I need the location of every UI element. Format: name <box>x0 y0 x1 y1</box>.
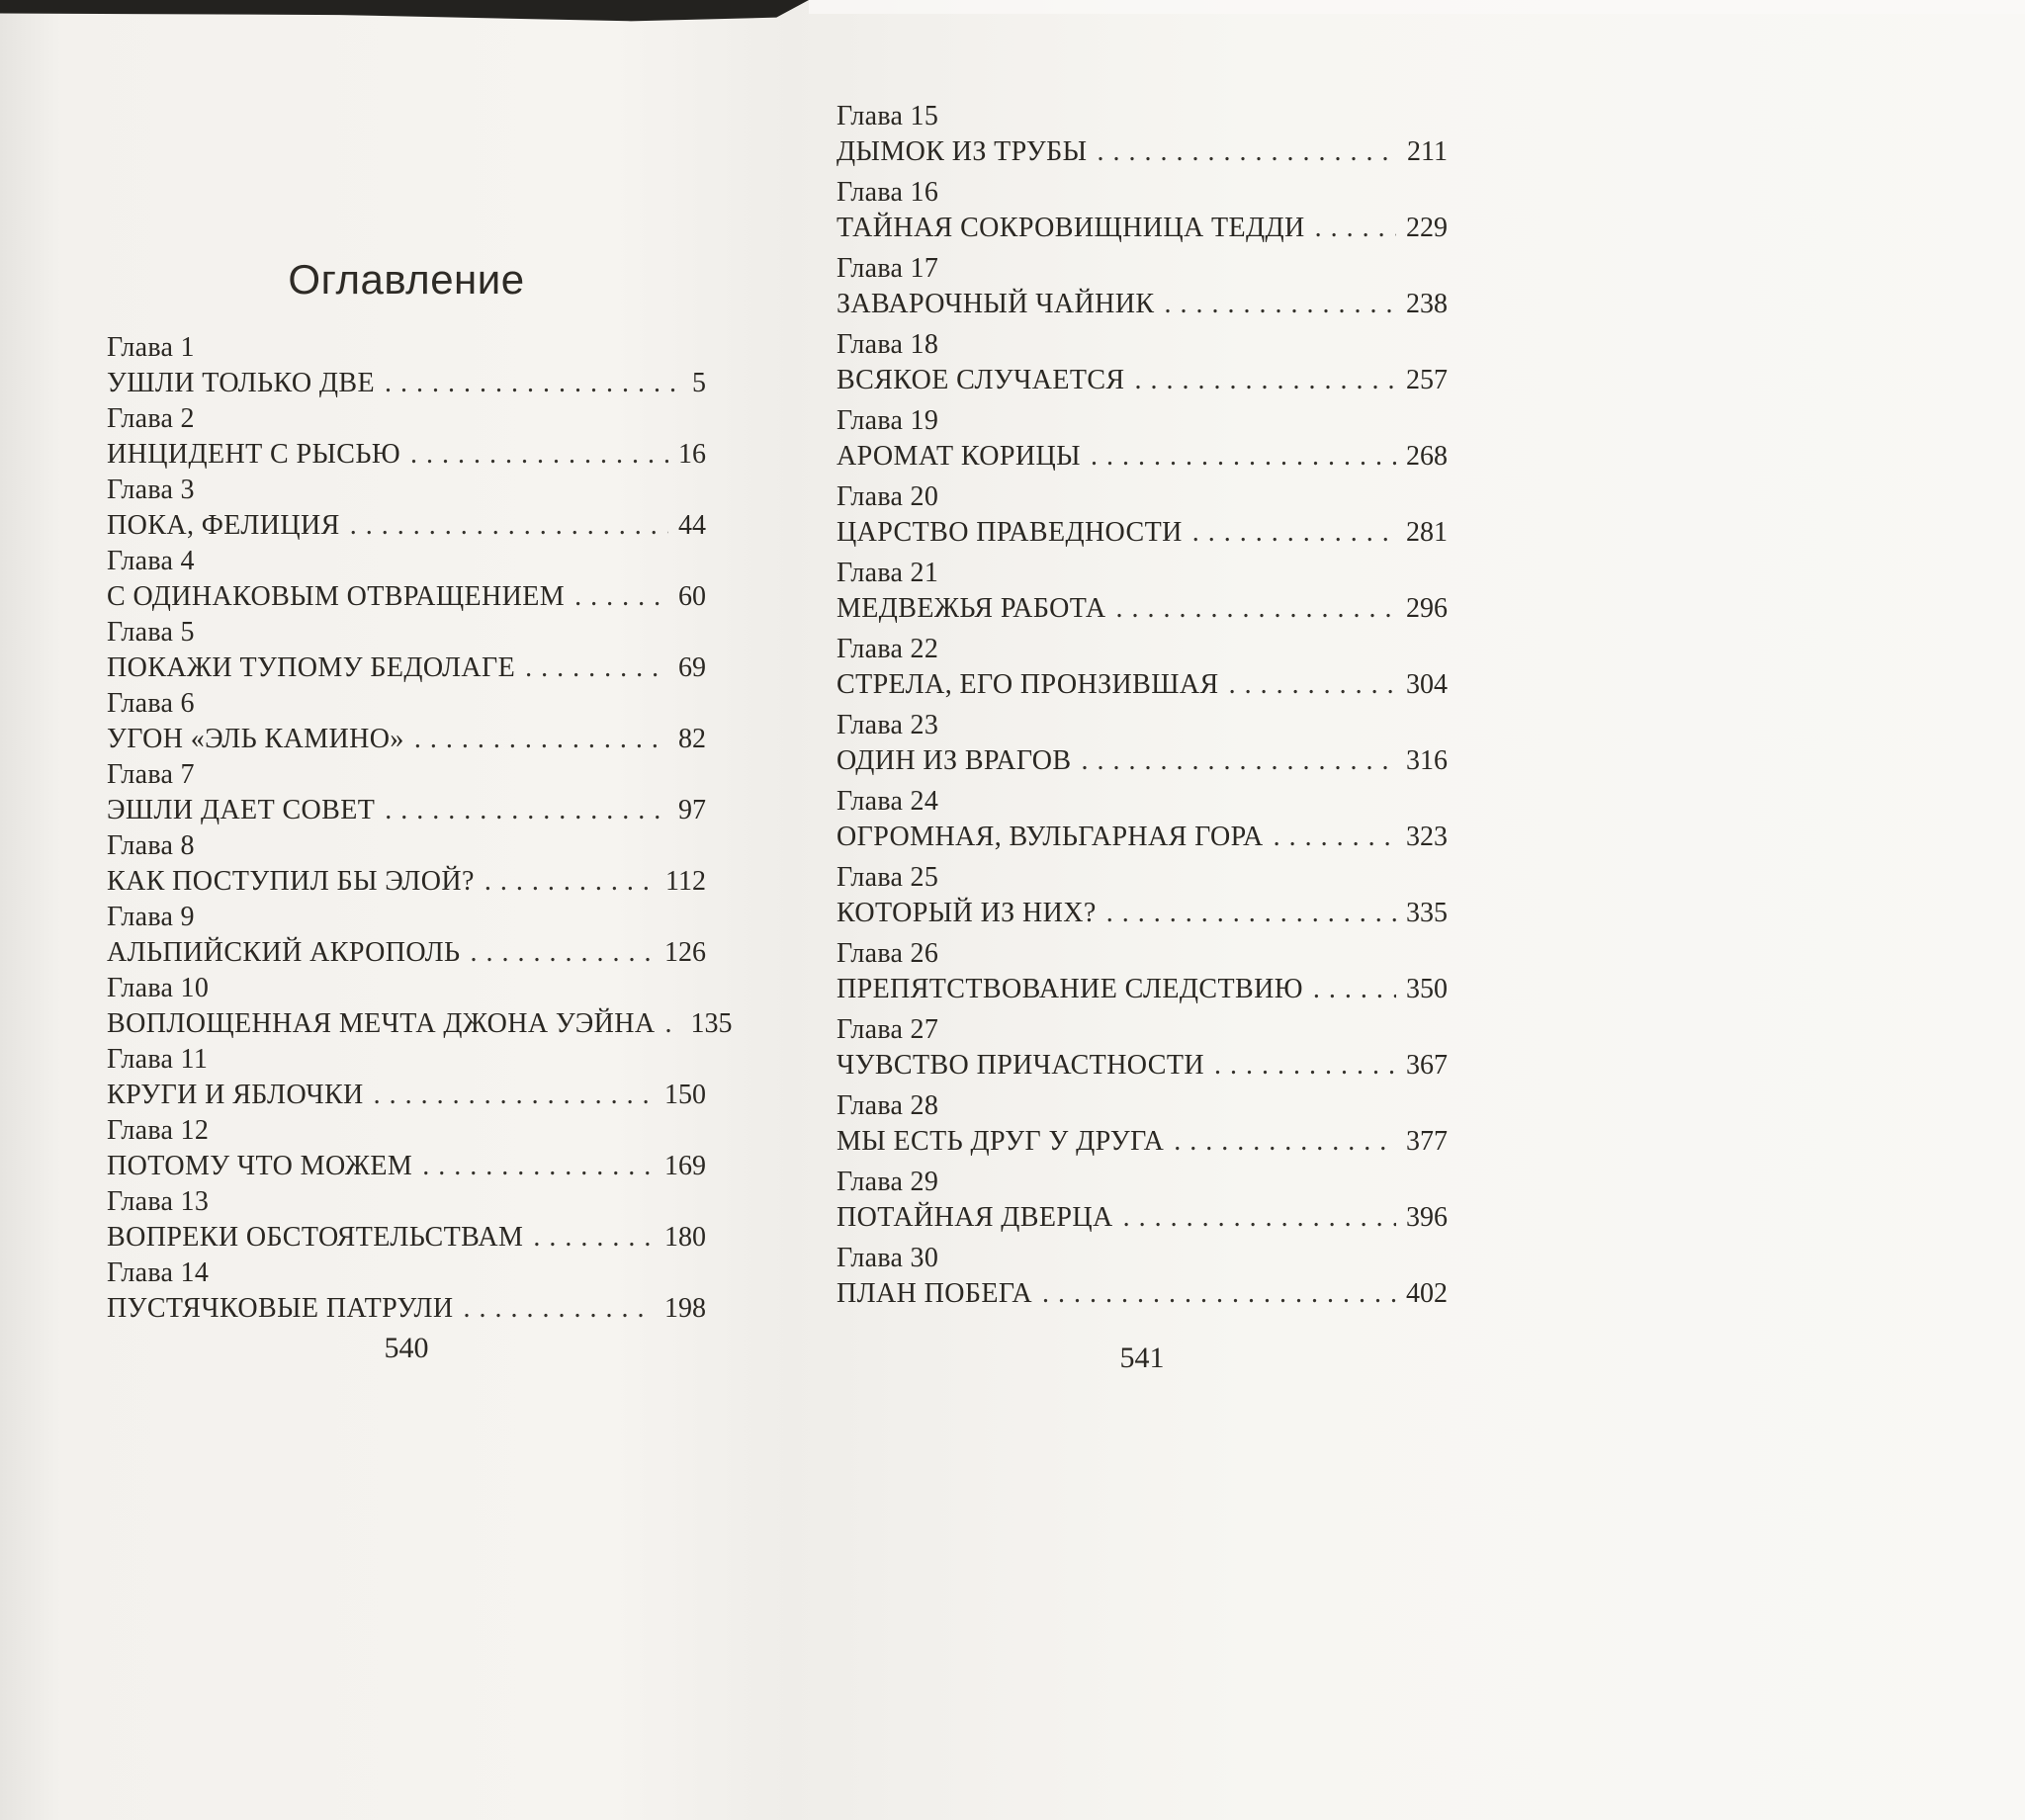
dot-leader <box>1123 1200 1396 1236</box>
chapter-title-line <box>107 437 706 473</box>
chapter-title-line <box>836 591 1448 627</box>
toc-entry <box>107 1042 706 1113</box>
toc-entries-left <box>107 330 733 1327</box>
dot-leader <box>1174 1124 1396 1160</box>
chapter-label: Глава 29 <box>836 1167 939 1197</box>
scan-edge-light-strip <box>809 0 2025 14</box>
chapter-page: 323 <box>1406 822 1448 852</box>
dot-leader <box>525 650 668 686</box>
toc-entry <box>107 330 706 401</box>
right-page-number: 541 <box>1119 1342 1165 1374</box>
dot-leader <box>1082 743 1397 779</box>
chapter-title-line <box>836 515 1448 551</box>
dot-leader <box>533 1220 655 1256</box>
chapter-title-line <box>836 1048 1448 1083</box>
dot-leader <box>385 366 682 401</box>
dot-leader <box>410 437 668 473</box>
toc-entry <box>107 900 706 971</box>
toc-entry <box>107 473 706 544</box>
dot-leader <box>422 1149 655 1184</box>
chapter-label: Глава 16 <box>836 177 939 208</box>
chapter-title-line <box>107 1006 733 1042</box>
chapter-label: Глава 22 <box>836 634 939 664</box>
dot-leader <box>1214 1048 1396 1083</box>
chapter-title-line <box>836 287 1448 322</box>
dot-leader <box>484 864 656 900</box>
chapter-title: КРУГИ И ЯБЛОЧКИ <box>107 1080 364 1110</box>
dot-leader <box>574 579 668 615</box>
chapter-title: ОГРОМНАЯ, ВУЛЬГАРНАЯ ГОРА <box>836 822 1264 852</box>
chapter-title: ВСЯКОЕ СЛУЧАЕТСЯ <box>836 365 1125 395</box>
chapter-page: 377 <box>1406 1126 1448 1157</box>
toc-entry <box>107 615 706 686</box>
chapter-page: 350 <box>1406 974 1448 1004</box>
chapter-title-line <box>836 439 1448 475</box>
toc-entry <box>836 99 1448 170</box>
chapter-title-line <box>836 134 1448 170</box>
chapter-page: 304 <box>1406 669 1448 700</box>
chapter-label: Глава 25 <box>836 862 939 893</box>
toc-entry <box>836 632 1448 703</box>
chapter-title-line <box>107 1220 706 1256</box>
chapter-label: Глава 14 <box>107 1257 210 1288</box>
chapter-label: Глава 13 <box>107 1186 210 1217</box>
dot-leader <box>350 508 668 544</box>
chapter-label: Глава 5 <box>107 617 195 648</box>
chapter-title: КОТОРЫЙ ИЗ НИХ? <box>836 898 1097 928</box>
toc-entry <box>836 1088 1448 1160</box>
dot-leader <box>1192 515 1396 551</box>
chapter-title-line <box>107 1078 706 1113</box>
dot-leader <box>414 722 668 757</box>
chapter-page: 180 <box>664 1222 706 1253</box>
toc-entry <box>836 251 1448 322</box>
chapter-title-line <box>836 896 1448 931</box>
chapter-page: 82 <box>678 724 706 754</box>
toc-entries-right <box>836 99 1448 1312</box>
chapter-title: СТРЕЛА, ЕГО ПРОНЗИВШАЯ <box>836 669 1219 700</box>
chapter-page: 238 <box>1406 289 1448 319</box>
right-page-column <box>836 99 1448 1317</box>
toc-entry <box>836 936 1448 1007</box>
chapter-label: Глава 21 <box>836 558 939 588</box>
chapter-title-line <box>107 722 706 757</box>
chapter-page: 335 <box>1406 898 1448 928</box>
chapter-page: 135 <box>690 1008 733 1039</box>
chapter-page: 396 <box>1406 1202 1448 1233</box>
chapter-title: МЕДВЕЖЬЯ РАБОТА <box>836 593 1106 624</box>
dot-leader <box>1274 820 1396 855</box>
toc-entry <box>107 401 706 473</box>
toc-entry <box>836 860 1448 931</box>
chapter-page: 16 <box>678 439 706 470</box>
chapter-label: Глава 10 <box>107 973 210 1003</box>
chapter-label: Глава 17 <box>836 253 939 284</box>
chapter-label: Глава 3 <box>107 475 195 505</box>
toc-entry <box>107 1256 706 1327</box>
chapter-title-line <box>836 1124 1448 1160</box>
chapter-title: АРОМАТ КОРИЦЫ <box>836 441 1081 472</box>
chapter-page: 316 <box>1406 745 1448 776</box>
chapter-label: Глава 18 <box>836 329 939 360</box>
chapter-title: УГОН «ЭЛЬ КАМИНО» <box>107 724 404 754</box>
chapter-label: Глава 7 <box>107 759 195 790</box>
chapter-page: 169 <box>664 1151 706 1181</box>
chapter-label: Глава 11 <box>107 1044 209 1075</box>
chapter-title-line <box>107 508 706 544</box>
dot-leader <box>374 1078 655 1113</box>
chapter-title: ЭШЛИ ДАЕТ СОВЕТ <box>107 795 376 825</box>
dot-leader <box>1097 134 1397 170</box>
chapter-label: Глава 30 <box>836 1243 939 1273</box>
toc-entry <box>836 175 1448 246</box>
chapter-page: 5 <box>692 368 706 398</box>
dot-leader <box>1135 363 1397 398</box>
chapter-page: 97 <box>678 795 706 825</box>
chapter-label: Глава 6 <box>107 688 195 719</box>
toc-entry <box>107 1113 706 1184</box>
chapter-label: Глава 15 <box>836 101 939 131</box>
toc-entry <box>107 828 706 900</box>
chapter-title: ОДИН ИЗ ВРАГОВ <box>836 745 1072 776</box>
toc-entry <box>107 971 733 1042</box>
toc-entry <box>107 1184 706 1256</box>
left-page-column <box>107 255 733 1327</box>
toc-entry <box>836 708 1448 779</box>
chapter-title-line <box>107 650 706 686</box>
chapter-title: ПРЕПЯТСТВОВАНИЕ СЛЕДСТВИЮ <box>836 974 1303 1004</box>
chapter-title-line <box>107 1291 706 1327</box>
dot-leader <box>1229 667 1396 703</box>
chapter-page: 112 <box>665 866 706 897</box>
toc-entry <box>836 784 1448 855</box>
toc-entry <box>836 403 1448 475</box>
chapter-title-line <box>107 579 706 615</box>
dot-leader <box>471 935 656 971</box>
chapter-page: 367 <box>1406 1050 1448 1081</box>
chapter-page: 257 <box>1406 365 1448 395</box>
toc-entry <box>107 544 706 615</box>
dot-leader <box>1115 591 1396 627</box>
chapter-page: 296 <box>1406 593 1448 624</box>
chapter-label: Глава 19 <box>836 405 939 436</box>
chapter-title-line <box>107 793 706 828</box>
chapter-title-line <box>836 972 1448 1007</box>
chapter-title-line <box>836 1200 1448 1236</box>
toc-entry <box>836 1165 1448 1236</box>
chapter-title-line <box>836 363 1448 398</box>
chapter-title: ВОПРЕКИ ОБСТОЯТЕЛЬСТВАМ <box>107 1222 524 1253</box>
chapter-label: Глава 4 <box>107 546 195 576</box>
chapter-title: ТАЙНАЯ СОКРОВИЩНИЦА ТЕДДИ <box>836 213 1305 243</box>
chapter-title: С ОДИНАКОВЫМ ОТВРАЩЕНИЕМ <box>107 581 566 612</box>
chapter-page: 281 <box>1406 517 1448 548</box>
chapter-page: 69 <box>678 652 706 683</box>
chapter-label: Глава 23 <box>836 710 939 740</box>
chapter-label: Глава 24 <box>836 786 939 817</box>
chapter-page: 211 <box>1407 136 1448 167</box>
chapter-title-line <box>107 864 706 900</box>
chapter-page: 402 <box>1406 1278 1448 1309</box>
chapter-title-line <box>836 211 1448 246</box>
chapter-label: Глава 26 <box>836 938 939 969</box>
chapter-label: Глава 1 <box>107 332 195 363</box>
dot-leader <box>665 1006 681 1042</box>
toc-entry <box>107 686 706 757</box>
toc-entry <box>836 556 1448 627</box>
chapter-title-line <box>836 1276 1448 1312</box>
chapter-label: Глава 8 <box>107 830 195 861</box>
chapter-label: Глава 20 <box>836 481 939 512</box>
chapter-page: 60 <box>678 581 706 612</box>
chapter-title: КАК ПОСТУПИЛ БЫ ЭЛОЙ? <box>107 866 475 897</box>
chapter-page: 198 <box>664 1293 706 1324</box>
dot-leader <box>1106 896 1396 931</box>
scan-edge-dark-strip <box>0 0 809 26</box>
left-page-number: 540 <box>384 1332 429 1364</box>
chapter-title-line <box>836 820 1448 855</box>
chapter-title: УШЛИ ТОЛЬКО ДВЕ <box>107 368 375 398</box>
dot-leader <box>1042 1276 1396 1312</box>
chapter-title: ИНЦИДЕНТ С РЫСЬЮ <box>107 439 401 470</box>
chapter-title-line <box>836 667 1448 703</box>
dot-leader <box>1091 439 1396 475</box>
chapter-title-line <box>107 1149 706 1184</box>
chapter-title: ЧУВСТВО ПРИЧАСТНОСТИ <box>836 1050 1204 1081</box>
chapter-title: ПОКА, ФЕЛИЦИЯ <box>107 510 340 541</box>
chapter-page: 44 <box>678 510 706 541</box>
chapter-title: ЦАРСТВО ПРАВЕДНОСТИ <box>836 517 1183 548</box>
chapter-title: ЗАВАРОЧНЫЙ ЧАЙНИК <box>836 289 1155 319</box>
dot-leader <box>463 1291 655 1327</box>
chapter-title: ПОТАЙНАЯ ДВЕРЦА <box>836 1202 1113 1233</box>
toc-entry <box>836 1012 1448 1083</box>
chapter-title: ПУСТЯЧКОВЫЕ ПАТРУЛИ <box>107 1293 454 1324</box>
chapter-title: ДЫМОК ИЗ ТРУБЫ <box>836 136 1088 167</box>
toc-entry <box>107 757 706 828</box>
chapter-label: Глава 28 <box>836 1090 939 1121</box>
chapter-label: Глава 2 <box>107 403 195 434</box>
chapter-page: 150 <box>664 1080 706 1110</box>
chapter-title: ВОПЛОЩЕННАЯ МЕЧТА ДЖОНА УЭЙНА <box>107 1008 656 1039</box>
chapter-title: МЫ ЕСТЬ ДРУГ У ДРУГА <box>836 1126 1165 1157</box>
chapter-title-line <box>107 366 706 401</box>
chapter-title: ПОКАЖИ ТУПОМУ БЕДОЛАГЕ <box>107 652 516 683</box>
chapter-title: АЛЬПИЙСКИЙ АКРОПОЛЬ <box>107 937 461 968</box>
chapter-label: Глава 9 <box>107 902 195 932</box>
dot-leader <box>1315 211 1396 246</box>
chapter-title: ПОТОМУ ЧТО МОЖЕМ <box>107 1151 413 1181</box>
chapter-page: 126 <box>664 937 706 968</box>
chapter-label: Глава 12 <box>107 1115 210 1146</box>
dot-leader <box>385 793 668 828</box>
toc-entry <box>836 1241 1448 1312</box>
chapter-page: 268 <box>1406 441 1448 472</box>
dot-leader <box>1313 972 1396 1007</box>
toc-heading: Оглавление <box>288 256 525 303</box>
chapter-title-line <box>107 935 706 971</box>
chapter-page: 229 <box>1406 213 1448 243</box>
toc-entry <box>836 479 1448 551</box>
dot-leader <box>1164 287 1396 322</box>
chapter-label: Глава 27 <box>836 1014 939 1045</box>
chapter-title: ПЛАН ПОБЕГА <box>836 1278 1033 1309</box>
toc-entry <box>836 327 1448 398</box>
chapter-title-line <box>836 743 1448 779</box>
